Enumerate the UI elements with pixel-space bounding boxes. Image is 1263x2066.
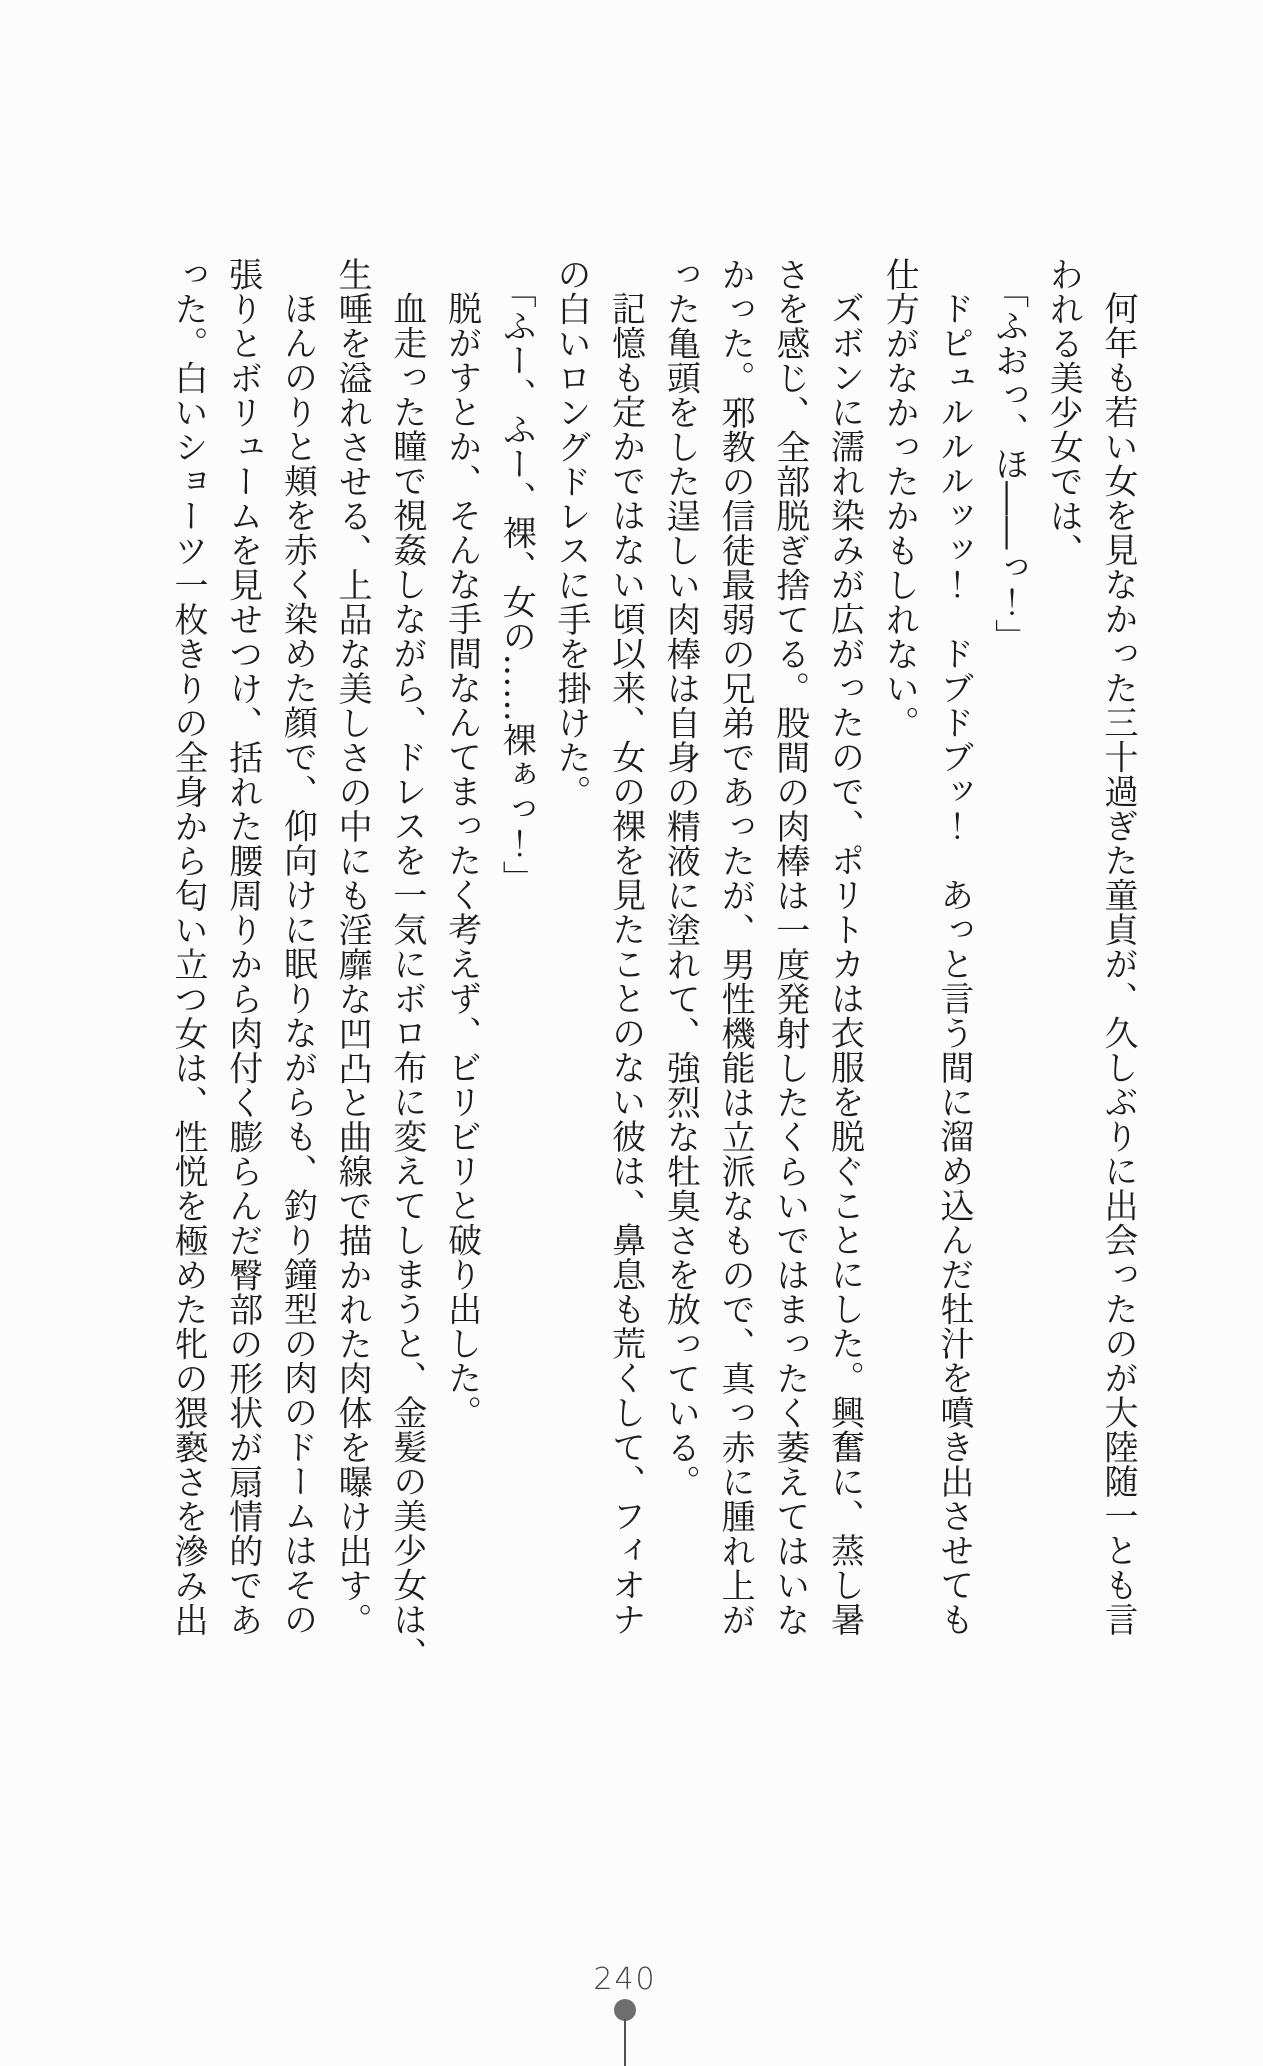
- text-column-16: ほんのりと頬を赤く染めた顔で、仰向けに眠りながらも、釣り鐘型の肉のドームはその: [277, 291, 318, 1637]
- text-column-15: 生唾を溢れさせる、上品な美しさの中にも淫靡な凹凸と曲線で描かれた肉体を曝け出す。: [332, 257, 373, 1637]
- text-column-18: った。白いショーツ一枚きりの全身から匂い立つ女は、性悦を極めた牝の猥褻さを滲み出: [168, 257, 209, 1637]
- text-column-1: 何年も若い女を見なかった三十過ぎた童貞が、久しぶりに出会ったのが大陸随一とも言: [1098, 291, 1138, 1637]
- page-number: 240: [593, 1962, 657, 1997]
- text-column-6: ズボンに濡れ染みが広がったので、ポリトカは衣服を脱ぐことにした。興奮に、蒸し暑: [824, 291, 865, 1637]
- text-column-3: 「ふおっ、ほ――っ！」: [988, 274, 1029, 654]
- text-column-17: 張りとボリュームを見せつけ、括れた腰周りから肉付く膨らんだ臀部の形状が扇情的であ: [222, 257, 263, 1637]
- text-column-13: 脱がすとか、そんな手間なんてまったく考えず、ビリビリと破り出した。: [441, 291, 482, 1430]
- text-column-7: さを感じ、全部脱ぎ捨てる。股間の肉棒は一度発射したくらいではまったく萎えてはいな: [769, 257, 810, 1637]
- text-column-12: 「ふー、ふー、裸、女の……裸ぁっ！」: [496, 274, 537, 895]
- text-column-11: の白いロングドレスに手を掛けた。: [550, 257, 591, 809]
- text-column-10: 記憶も定かではない頃以来、女の裸を見たことのない彼は、鼻息も荒くして、フィオナ: [605, 291, 646, 1637]
- text-column-4: ドピュルルルッッ！ ドブドブッ！ あっと言う間に溜め込んだ牡汁を噴き出させても: [933, 291, 974, 1637]
- page-footer: [0, 1950, 1263, 2066]
- text-column-9: った亀頭をした逞しい肉棒は自身の精液に塗れて、強烈な牡臭さを放っている。: [660, 257, 701, 1499]
- leader-line: [624, 2019, 626, 2066]
- leader-dot-icon: [614, 1999, 636, 2021]
- text-column-8: かった。邪教の信徒最弱の兄弟であったが、男性機能は立派なもので、真っ赤に腫れ上が: [715, 257, 756, 1637]
- vertical-text-block: [160, 257, 1145, 1712]
- text-column-14: 血走った瞳で視姦しながら、ドレスを一気にボロ布に変えてしまうと、金髪の美少女は、: [386, 291, 427, 1671]
- text-column-2: われる美少女では、: [1043, 257, 1084, 568]
- text-column-5: 仕方がなかったかもしれない。: [879, 257, 920, 740]
